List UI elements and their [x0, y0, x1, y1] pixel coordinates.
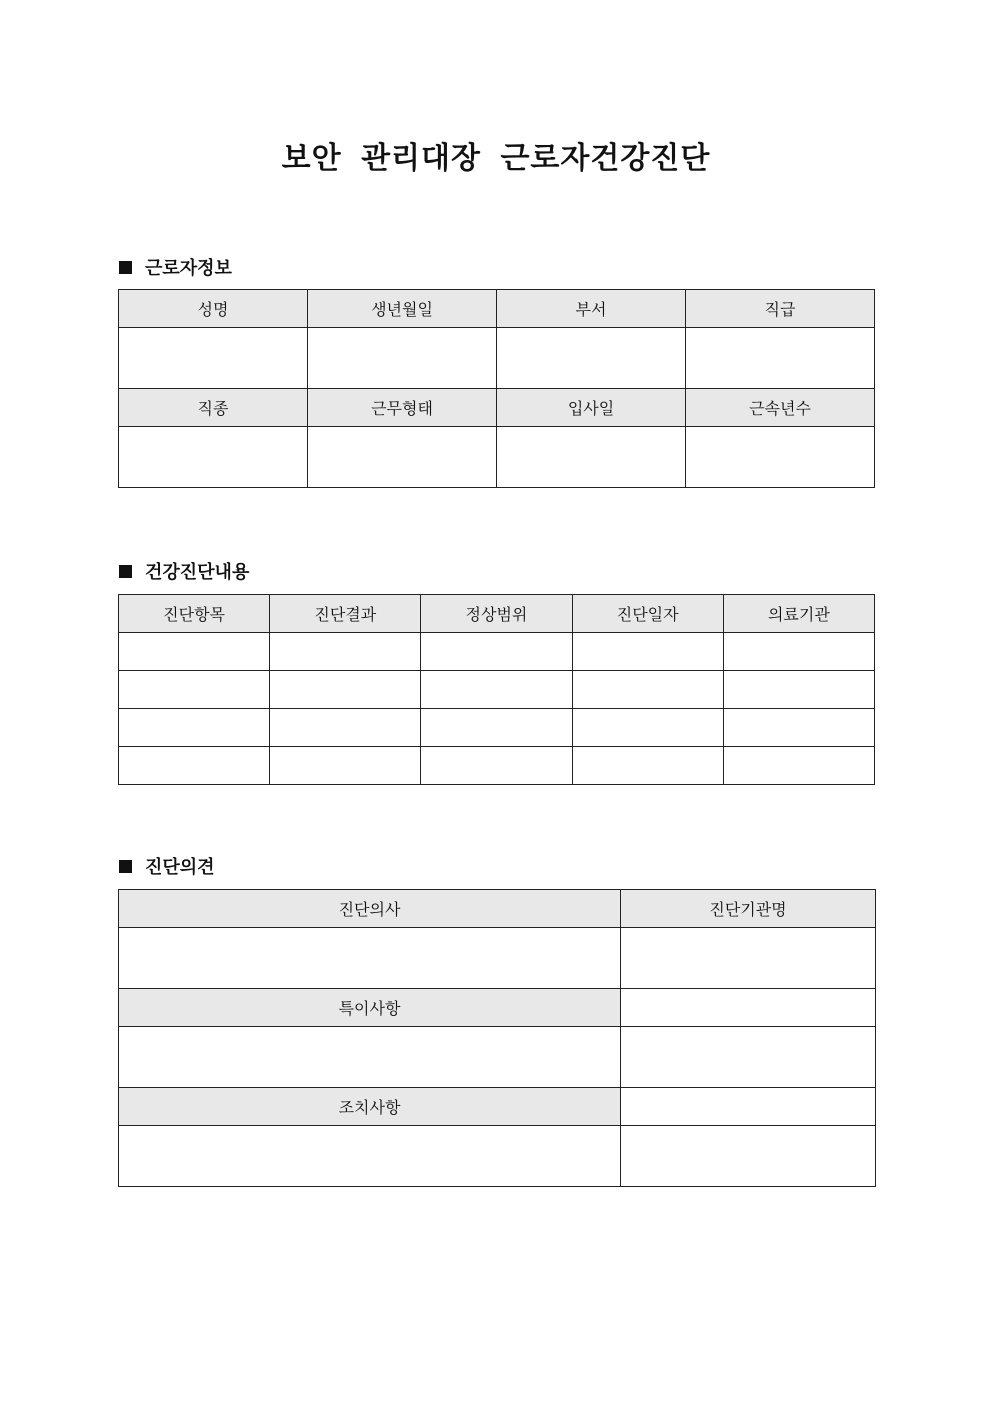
input-cell-years-of-service[interactable] [686, 427, 875, 488]
header-cell-result: 진단결과 [270, 595, 421, 633]
page-title: 보안 관리대장 근로자건강진단 [281, 141, 711, 176]
header-cell-department: 부서 [497, 290, 686, 328]
input-cell[interactable] [621, 989, 876, 1027]
section-heading-diagnosis [119, 853, 215, 879]
table-row [119, 633, 875, 671]
input-cell[interactable] [119, 633, 270, 671]
input-cell[interactable] [421, 709, 572, 747]
input-cell-work-type[interactable] [308, 427, 497, 488]
input-cell[interactable] [723, 709, 874, 747]
input-cell[interactable] [421, 633, 572, 671]
input-cell[interactable] [621, 1088, 876, 1126]
header-cell-action: 조치사항 [119, 1088, 621, 1126]
square-bullet-icon [119, 565, 132, 578]
input-cell-department[interactable] [497, 328, 686, 389]
table-row [119, 671, 875, 709]
input-cell[interactable] [572, 671, 723, 709]
table-header-row [119, 290, 875, 328]
input-cell[interactable] [723, 633, 874, 671]
input-cell[interactable] [421, 747, 572, 785]
input-cell[interactable] [621, 1027, 876, 1088]
section-heading-label: 건강진단내용 [145, 562, 250, 583]
square-bullet-icon [119, 261, 132, 274]
input-cell-institution-name[interactable] [621, 928, 876, 989]
input-cell[interactable] [119, 671, 270, 709]
table-header-row [119, 890, 876, 928]
section-heading-worker-info [119, 254, 232, 280]
input-cell-name[interactable] [119, 328, 308, 389]
table-row [119, 928, 876, 989]
header-cell-item: 진단항목 [119, 595, 270, 633]
header-cell-doctor: 진단의사 [119, 890, 621, 928]
table-header-row [119, 389, 875, 427]
input-cell[interactable] [270, 671, 421, 709]
table-row [119, 328, 875, 389]
table-row [119, 1126, 876, 1187]
header-cell-birthdate: 생년월일 [308, 290, 497, 328]
section-heading-health-check [119, 558, 249, 584]
input-cell-doctor[interactable] [119, 928, 621, 989]
input-cell[interactable] [723, 747, 874, 785]
input-cell[interactable] [572, 747, 723, 785]
input-cell[interactable] [723, 671, 874, 709]
header-cell-rank: 직급 [686, 290, 875, 328]
input-cell-action[interactable] [119, 1126, 621, 1187]
input-cell-job-type[interactable] [119, 427, 308, 488]
input-cell[interactable] [572, 709, 723, 747]
header-cell-remarks: 특이사항 [119, 989, 621, 1027]
square-bullet-icon [119, 860, 132, 873]
input-cell-rank[interactable] [686, 328, 875, 389]
table-row [119, 989, 876, 1027]
worker-info-table [118, 289, 875, 488]
input-cell[interactable] [270, 747, 421, 785]
table-row [119, 427, 875, 488]
section-heading-label: 근로자정보 [145, 258, 232, 279]
section-heading-label: 진단의견 [145, 857, 215, 878]
header-cell-hire-date: 입사일 [497, 389, 686, 427]
input-cell-birthdate[interactable] [308, 328, 497, 389]
input-cell[interactable] [572, 633, 723, 671]
diagnosis-table [118, 889, 876, 1187]
input-cell-hire-date[interactable] [497, 427, 686, 488]
header-cell-name: 성명 [119, 290, 308, 328]
header-cell-institution: 의료기관 [723, 595, 874, 633]
input-cell[interactable] [421, 671, 572, 709]
table-row [119, 1027, 876, 1088]
table-row [119, 747, 875, 785]
table-row [119, 709, 875, 747]
input-cell[interactable] [270, 633, 421, 671]
input-cell[interactable] [270, 709, 421, 747]
header-cell-job-type: 직종 [119, 389, 308, 427]
input-cell-remarks[interactable] [119, 1027, 621, 1088]
input-cell[interactable] [119, 709, 270, 747]
header-cell-years-of-service: 근속년수 [686, 389, 875, 427]
header-cell-normal-range: 정상범위 [421, 595, 572, 633]
input-cell[interactable] [621, 1126, 876, 1187]
header-cell-work-type: 근무형태 [308, 389, 497, 427]
table-header-row [119, 595, 875, 633]
table-row [119, 1088, 876, 1126]
health-check-table [118, 594, 875, 785]
input-cell[interactable] [119, 747, 270, 785]
header-cell-date: 진단일자 [572, 595, 723, 633]
header-cell-institution-name: 진단기관명 [621, 890, 876, 928]
